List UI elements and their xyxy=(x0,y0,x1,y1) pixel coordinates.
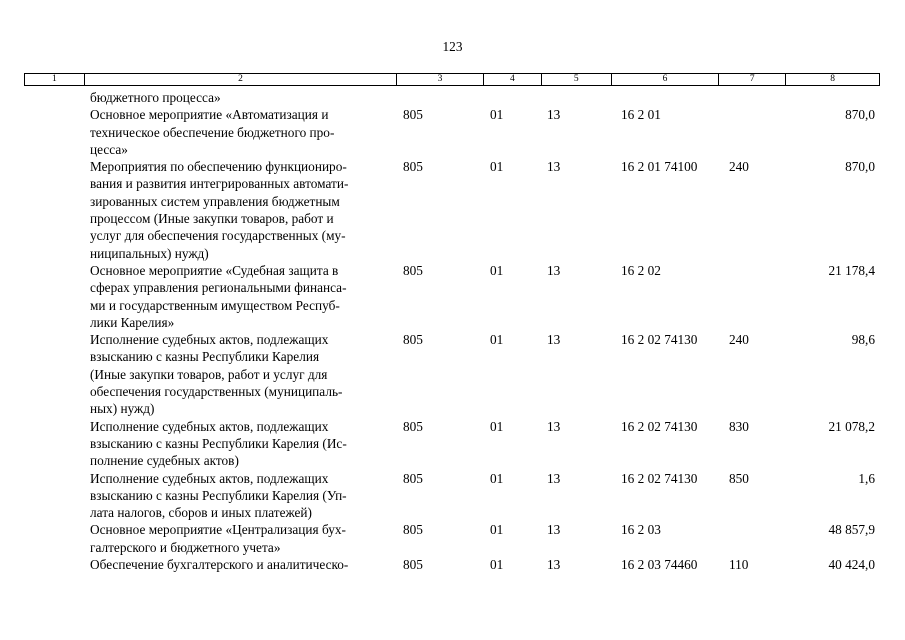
subsection-code: 13 xyxy=(547,159,561,175)
expense-name-line: (Иные закупки товаров, работ и услуг для xyxy=(90,366,328,382)
expense-name-line: галтерского и бюджетного учета» xyxy=(90,539,281,555)
expense-type-code: 830 xyxy=(729,418,749,434)
ministry-code: 805 xyxy=(403,522,423,538)
expense-name-line: взысканию с казны Республики Карелия xyxy=(90,349,320,365)
target-article-code: 16 2 02 74130 xyxy=(621,332,698,348)
expense-name xyxy=(90,418,390,470)
target-article-code: 16 2 01 74100 xyxy=(621,159,698,175)
expense-name-line: услуг для обеспечения государственных (му- xyxy=(90,228,346,244)
column-header-1: 1 xyxy=(25,74,85,85)
section-code: 01 xyxy=(490,557,504,573)
expense-name-line: лики Карелия» xyxy=(90,314,175,330)
expense-name-line: Основное мероприятие «Судебная защита в xyxy=(90,262,339,278)
amount: 48 857,9 xyxy=(828,522,875,538)
expense-name-line: ми и государственным имуществом Респуб- xyxy=(90,297,340,313)
subsection-code: 13 xyxy=(547,418,561,434)
expense-name xyxy=(90,262,390,331)
column-header-3: 3 xyxy=(397,74,484,85)
expense-name-line: лата налогов, сборов и иных платежей) xyxy=(90,505,312,521)
column-number-header xyxy=(24,73,880,86)
target-article-code: 16 2 02 74130 xyxy=(621,418,698,434)
column-header-6: 6 xyxy=(612,74,720,85)
amount: 98,6 xyxy=(851,332,875,348)
budget-table-body xyxy=(0,89,905,573)
expense-name-line: Основное мероприятие «Автоматизация и xyxy=(90,107,329,123)
subsection-code: 13 xyxy=(547,557,561,573)
expense-name-line: вания и развития интегрированных автомати- xyxy=(90,176,349,192)
table-row xyxy=(0,262,905,331)
target-article-code: 16 2 01 xyxy=(621,107,661,123)
subsection-code: 13 xyxy=(547,107,561,123)
ministry-code: 805 xyxy=(403,262,423,278)
ministry-code: 805 xyxy=(403,557,423,573)
expense-name-line: процессом (Иные закупки товаров, работ и xyxy=(90,211,334,227)
subsection-code: 13 xyxy=(547,332,561,348)
ministry-code: 805 xyxy=(403,159,423,175)
ministry-code: 805 xyxy=(403,107,423,123)
amount: 21 078,2 xyxy=(828,418,875,434)
target-article-code: 16 2 02 xyxy=(621,262,661,278)
amount: 1,6 xyxy=(858,470,875,486)
expense-name-line: цесса» xyxy=(90,141,128,157)
expense-name xyxy=(90,556,390,573)
amount: 870,0 xyxy=(845,159,875,175)
target-article-code: 16 2 02 74130 xyxy=(621,470,698,486)
subsection-code: 13 xyxy=(547,522,561,538)
amount: 21 178,4 xyxy=(828,262,875,278)
expense-type-code: 850 xyxy=(729,470,749,486)
expense-name-line: Обеспечение бухгалтерского и аналитическо- xyxy=(90,557,349,573)
section-code: 01 xyxy=(490,418,504,434)
expense-name-line: сферах управления региональными финанса- xyxy=(90,280,347,296)
column-header-5: 5 xyxy=(542,74,612,85)
expense-name xyxy=(90,470,390,522)
section-code: 01 xyxy=(490,522,504,538)
ministry-code: 805 xyxy=(403,470,423,486)
table-row xyxy=(0,158,905,262)
expense-name xyxy=(90,89,390,106)
expense-name-line: Мероприятия по обеспечению функциониро- xyxy=(90,159,347,175)
section-code: 01 xyxy=(490,159,504,175)
table-row xyxy=(0,89,905,106)
column-header-4: 4 xyxy=(484,74,542,85)
table-row xyxy=(0,521,905,556)
expense-name-line: взысканию с казны Республики Карелия (Ис- xyxy=(90,435,347,451)
expense-name xyxy=(90,331,390,417)
expense-name-line: зированных систем управления бюджетным xyxy=(90,193,340,209)
table-row xyxy=(0,331,905,417)
amount: 870,0 xyxy=(845,107,875,123)
expense-name-line: взысканию с казны Республики Карелия (Уп- xyxy=(90,487,347,503)
ministry-code: 805 xyxy=(403,332,423,348)
expense-name-line: Исполнение судебных актов, подлежащих xyxy=(90,418,329,434)
expense-name-line: обеспечения государственных (муниципаль- xyxy=(90,384,343,400)
target-article-code: 16 2 03 xyxy=(621,522,661,538)
table-row xyxy=(0,418,905,470)
column-header-8: 8 xyxy=(830,74,835,84)
expense-type-code: 240 xyxy=(729,332,749,348)
expense-name xyxy=(90,521,390,556)
expense-name-line: ниципальных) нужд) xyxy=(90,245,209,261)
section-code: 01 xyxy=(490,262,504,278)
ministry-code: 805 xyxy=(403,418,423,434)
expense-name-line: техническое обеспечение бюджетного про- xyxy=(90,124,335,140)
table-row xyxy=(0,556,905,573)
expense-name-line: Исполнение судебных актов, подлежащих xyxy=(90,332,329,348)
amount: 40 424,0 xyxy=(828,557,875,573)
expense-name-line: Основное мероприятие «Централизация бух- xyxy=(90,522,346,538)
expense-name xyxy=(90,158,390,262)
expense-type-code: 240 xyxy=(729,159,749,175)
column-header-2: 2 xyxy=(85,74,397,85)
expense-name-line: бюджетного процесса» xyxy=(90,90,221,105)
section-code: 01 xyxy=(490,470,504,486)
page-number: 123 xyxy=(442,39,463,54)
subsection-code: 13 xyxy=(547,262,561,278)
target-article-code: 16 2 03 74460 xyxy=(621,557,698,573)
expense-type-code: 110 xyxy=(729,557,749,573)
column-header-7: 7 xyxy=(719,74,786,85)
expense-name-line: Исполнение судебных актов, подлежащих xyxy=(90,470,329,486)
expense-name-line: полнение судебных актов) xyxy=(90,453,239,469)
table-row xyxy=(0,470,905,522)
subsection-code: 13 xyxy=(547,470,561,486)
section-code: 01 xyxy=(490,332,504,348)
section-code: 01 xyxy=(490,107,504,123)
expense-name xyxy=(90,106,390,158)
table-row xyxy=(0,106,905,158)
expense-name-line: ных) нужд) xyxy=(90,401,155,417)
